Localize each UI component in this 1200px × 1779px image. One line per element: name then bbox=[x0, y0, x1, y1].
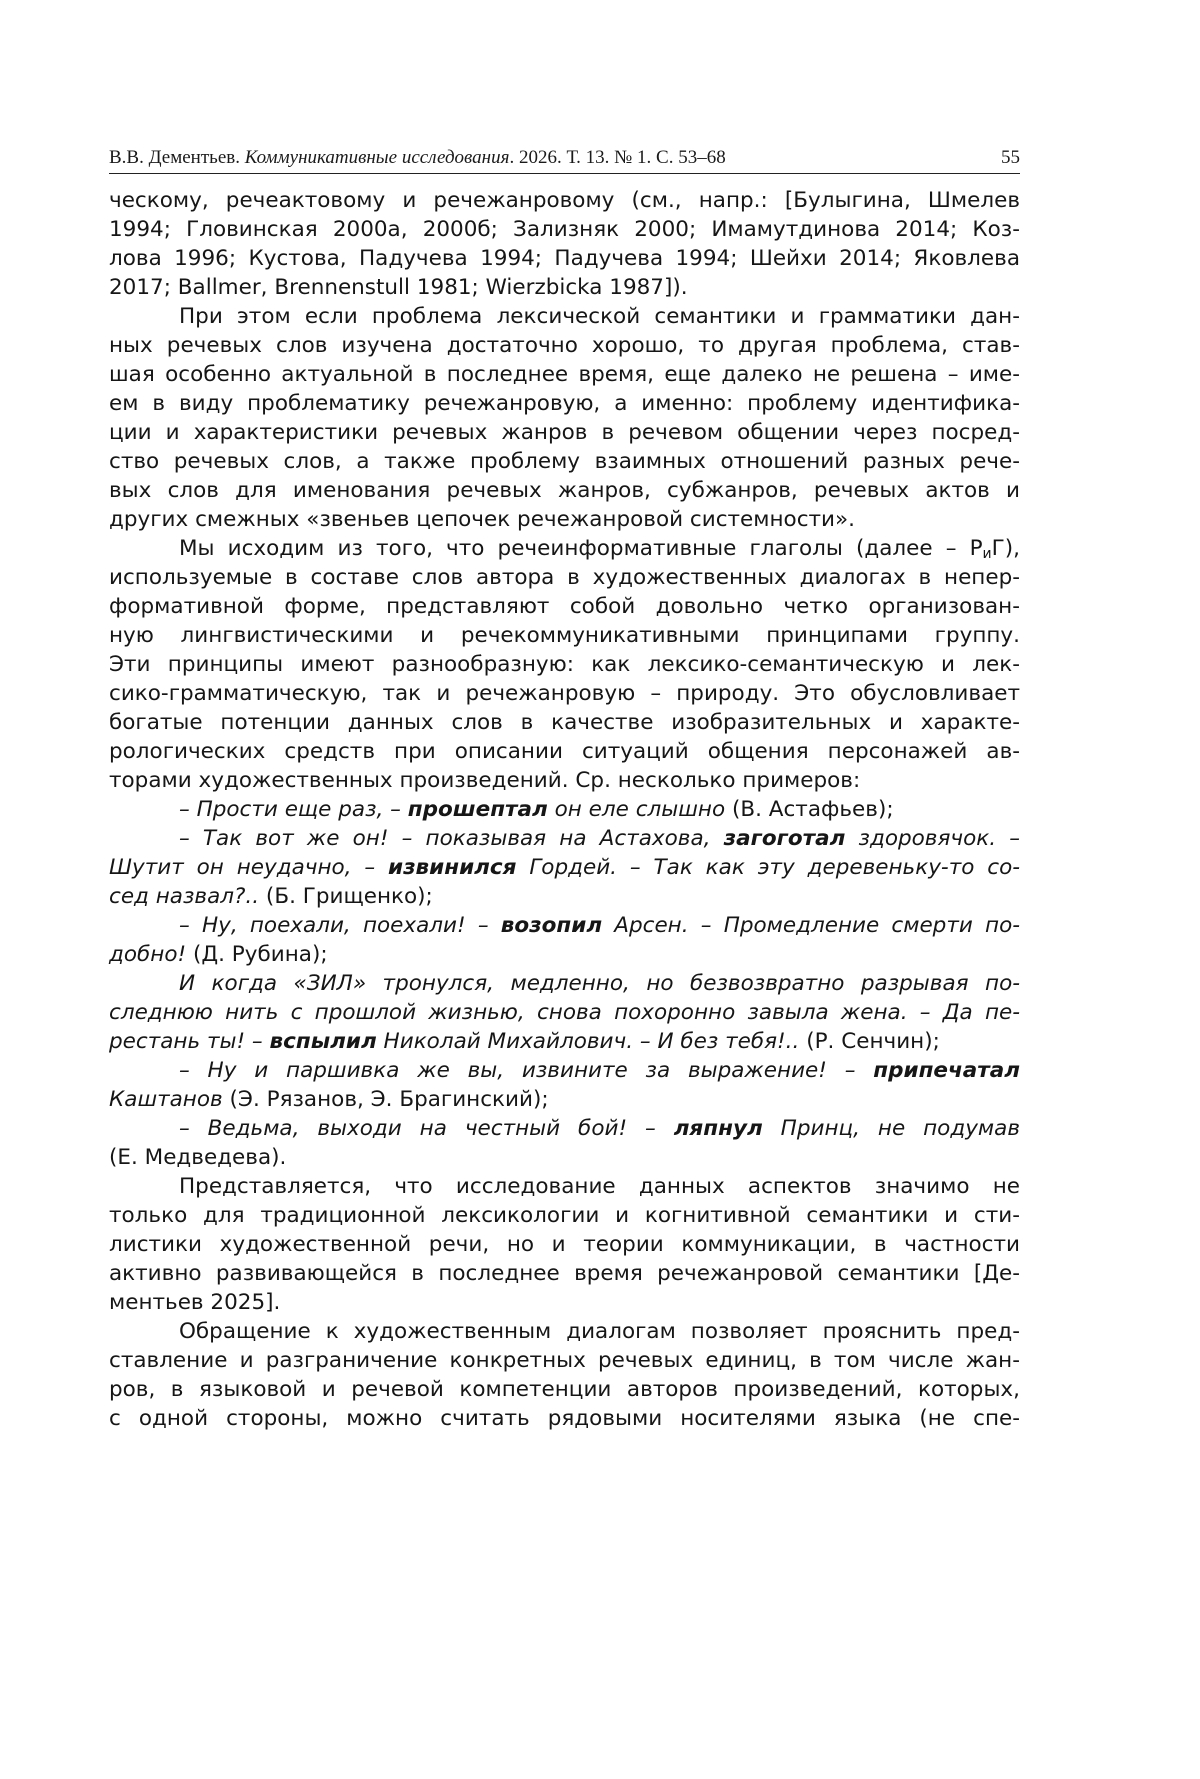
speech-verb: припечатал bbox=[873, 1058, 1020, 1083]
text-line: других смежных «звеньев цепочек речежанровой системности». bbox=[109, 507, 856, 532]
header-rule bbox=[109, 173, 1020, 174]
text-line: активно развивающейся в последнее время речежанровой семантики [Де- bbox=[109, 1261, 1020, 1286]
quote-text: добно! bbox=[109, 942, 187, 967]
text-span: Мы исходим из того, что речеинформативные глаголы (далее – Р bbox=[179, 536, 983, 561]
text-line: богатые потенции данных слов в качестве изобразительных и характе- bbox=[109, 710, 1020, 735]
text-line: рологических средств при описании ситуаций общения персонажей ав- bbox=[109, 739, 1020, 764]
quote-text: Принц, не подумав bbox=[762, 1116, 1020, 1141]
text-line: ство речевых слов, а также проблему взаимных отношений разных рече- bbox=[109, 449, 1020, 474]
text-line: Эти принципы имеют разнообразную: как лексико-семантическую и лек- bbox=[109, 652, 1020, 677]
quote-text: Николай Михайлович. – И без тебя!.. bbox=[376, 1029, 800, 1054]
speech-verb: ляпнул bbox=[673, 1116, 763, 1141]
running-header bbox=[109, 147, 1020, 173]
text-line: сико-грамматическую, так и речежанровую – природу. Это обусловливает bbox=[109, 681, 1020, 706]
quote-text: – Прости еще раз, – bbox=[179, 797, 408, 822]
speech-verb: загоготал bbox=[723, 826, 846, 851]
source-ref: (В. Астафьев); bbox=[725, 797, 894, 822]
source-ref: (Р. Сенчин); bbox=[799, 1029, 940, 1054]
text-span: Г), bbox=[991, 536, 1020, 561]
quote-text: Арсен. – Промедление смерти по- bbox=[602, 913, 1020, 938]
example-line: (Е. Медведева). bbox=[109, 1145, 287, 1170]
text-line: лова 1996; Кустова, Падучева 1994; Падучева 1994; Шейхи 2014; Яковлева bbox=[109, 246, 1020, 271]
speech-verb: возопил bbox=[500, 913, 603, 938]
text-line: ставление и разграничение конкретных речевых единиц, в том числе жан- bbox=[109, 1348, 1020, 1373]
text-line: При этом если проблема лексической семантики и грамматики дан- bbox=[179, 304, 1020, 329]
text-line: с одной стороны, можно считать рядовыми носителями языка (не спе- bbox=[109, 1406, 1020, 1431]
source-ref: (Э. Рязанов, Э. Брагинский); bbox=[222, 1087, 549, 1112]
quote-text: – Ну и паршивка же вы, извините за выражение! – bbox=[179, 1058, 874, 1083]
header-issue: . 2026. Т. 13. № 1. С. 53–68 bbox=[509, 147, 726, 168]
text-line: ментьев 2025]. bbox=[109, 1290, 281, 1315]
text-line: ем в виду проблематику речежанровую, а именно: проблему идентифика- bbox=[109, 391, 1020, 416]
quote-text: Гордей. – Так как эту деревеньку-то со- bbox=[516, 855, 1020, 880]
header-author: В.В. Дементьев. bbox=[109, 147, 240, 168]
source-ref: (Б. Грищенко); bbox=[259, 884, 433, 909]
text-line: 2017; Ballmer, Brennenstull 1981; Wierzbicka 1987]). bbox=[109, 275, 688, 300]
quote-text: – Ну, поехали, поехали! – bbox=[179, 913, 501, 938]
quote-text: следнюю нить с прошлой жизнью, снова похоронно завыла жена. – Да пе- bbox=[109, 1000, 1020, 1025]
speech-verb: вспылил bbox=[269, 1029, 377, 1054]
text-line: торами художественных произведений. Ср. несколько примеров: bbox=[109, 768, 861, 793]
quote-text: сед назвал?.. bbox=[109, 884, 260, 909]
quote-text: он еле слышно bbox=[547, 797, 726, 822]
subscript: и bbox=[982, 546, 992, 562]
source-ref: (Д. Рубина); bbox=[186, 942, 328, 967]
quote-text: Шутит он неудачно, – bbox=[109, 855, 388, 880]
text-line: используемые в составе слов автора в художественных диалогах в непер- bbox=[109, 565, 1020, 590]
text-line: 1994; Гловинская 2000а, 2000б; Зализняк 2000; Имамутдинова 2014; Коз- bbox=[109, 217, 1020, 242]
quote-text: – Ведьма, выходи на честный бой! – bbox=[179, 1116, 674, 1141]
text-line: ров, в языковой и речевой компетенции авторов произведений, которых, bbox=[109, 1377, 1020, 1402]
text-line: ции и характеристики речевых жанров в речевом общении через посред- bbox=[109, 420, 1020, 445]
text-line: шая особенно актуальной в последнее время, еще далеко не решена – име- bbox=[109, 362, 1020, 387]
text-line: формативной форме, представляют собой довольно четко организован- bbox=[109, 594, 1020, 619]
page-number: 55 bbox=[1001, 147, 1020, 168]
text-line: ную лингвистическими и речекоммуникативными принципами группу. bbox=[109, 623, 1020, 648]
text-line: только для традиционной лексикологии и когнитивной семантики и сти- bbox=[109, 1203, 1020, 1228]
header-citation bbox=[109, 147, 726, 169]
text-line: Представляется, что исследование данных аспектов значимо не bbox=[179, 1174, 1020, 1199]
speech-verb: извинился bbox=[388, 855, 517, 880]
quote-text: Каштанов bbox=[109, 1087, 223, 1112]
text-line: ческому, речеактовому и речежанровому (см., напр.: [Булыгина, Шмелев bbox=[109, 188, 1020, 213]
quote-text: рестань ты! – bbox=[109, 1029, 270, 1054]
quote-text: – Так вот же он! – показывая на Астахова, bbox=[179, 826, 724, 851]
quote-text: И когда «ЗИЛ» тронулся, медленно, но безвозвратно разрывая по- bbox=[179, 971, 1020, 996]
text-line: Обращение к художественным диалогам позволяет прояснить пред- bbox=[179, 1319, 1020, 1344]
header-journal: Коммуникативные исследования bbox=[244, 147, 510, 168]
text-line: вых слов для именования речевых жанров, субжанров, речевых актов и bbox=[109, 478, 1020, 503]
text-line: листики художественной речи, но и теории коммуникации, в частности bbox=[109, 1232, 1020, 1257]
speech-verb: прошептал bbox=[407, 797, 548, 822]
text-line: ных речевых слов изучена достаточно хорошо, то другая проблема, став- bbox=[109, 333, 1020, 358]
quote-text: здоровячок. – bbox=[845, 826, 1020, 851]
